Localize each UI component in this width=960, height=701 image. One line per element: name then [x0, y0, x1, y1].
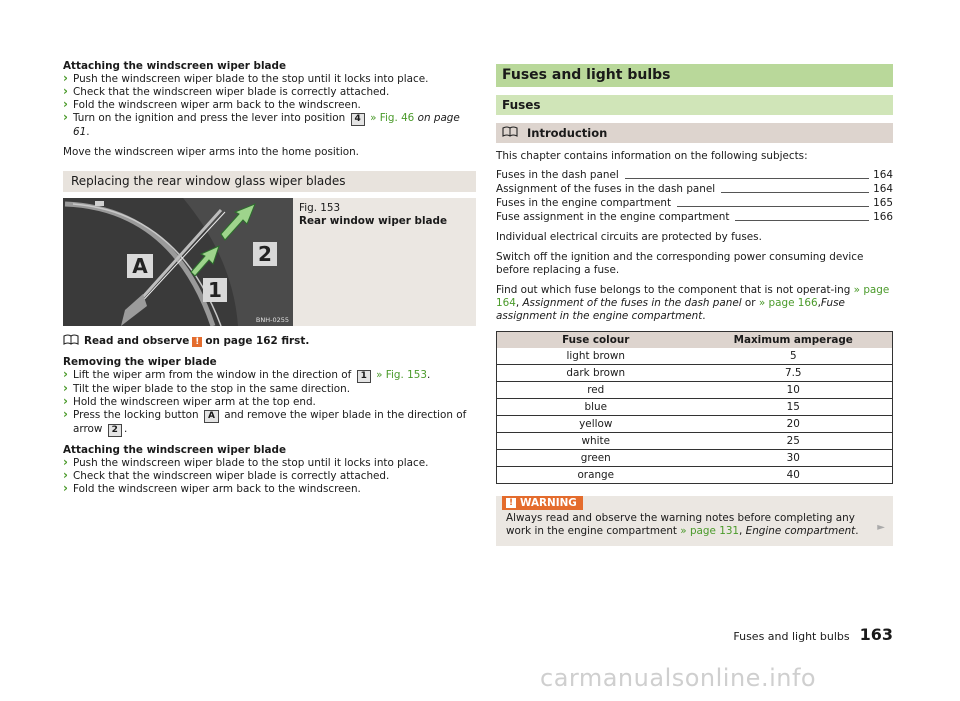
step: › Fold the windscreen wiper arm back to the windscreen.	[63, 99, 476, 112]
wiper-figure	[63, 198, 293, 326]
figure-number: Fig. 153	[299, 202, 341, 214]
book-icon	[63, 334, 79, 349]
page-link[interactable]: » page 164	[496, 284, 890, 309]
paragraph: Individual electrical circuits are protected by fuses.	[496, 231, 762, 243]
section-heading: Replacing the rear window glass wiper blades	[63, 171, 476, 192]
figure-caption	[293, 198, 476, 326]
warning-label: ! WARNING	[502, 496, 583, 510]
step: › Push the windscreen wiper blade to the stop until it locks into place.	[63, 73, 476, 86]
warning-box	[496, 496, 893, 546]
page-number: 163	[859, 625, 893, 644]
page-footer	[733, 625, 893, 644]
step: › Hold the windscreen wiper arm at the top end.	[63, 396, 476, 409]
warning-icon: !	[192, 337, 202, 347]
table-row: green 30	[497, 450, 893, 467]
figure-label-2: 2	[258, 242, 272, 266]
paragraph-find-fuse: Find out which fuse belongs to the component that is not operat-ing » page 164, Assignment of the fuses in the dash panel or » page 166,Fuse assignment in the engine compartment.	[496, 284, 890, 322]
right-column	[496, 60, 893, 546]
fig-link[interactable]: » Fig. 153	[372, 369, 427, 381]
intro-heading: Introduction	[496, 123, 893, 143]
direction-key-1: 1	[357, 370, 371, 383]
table-row: red 10	[497, 382, 893, 399]
table-row: dark brown 7.5	[497, 365, 893, 382]
page-link[interactable]: » page 166	[758, 297, 818, 309]
column-header: Maximum amperage	[695, 332, 893, 349]
warning-icon: !	[506, 498, 516, 508]
left-column	[63, 60, 476, 496]
step: › Tilt the wiper blade to the stop in the same direction.	[63, 383, 476, 396]
footer-title: Fuses and light bulbs	[733, 630, 850, 643]
watermark: carmanualsonline.info	[540, 664, 817, 692]
figure-title: Rear window wiper blade	[299, 215, 448, 227]
attaching-heading: Attaching the windscreen wiper blade	[63, 444, 287, 456]
step-lift-arm: › Lift the wiper arm from the window in the direction of 1 » Fig. 153.	[63, 369, 476, 383]
figure-label-a: A	[132, 254, 148, 278]
section-heading-fuses: Fuses	[496, 95, 893, 115]
table-row: light brown 5	[497, 348, 893, 365]
toc-row[interactable]: Fuse assignment in the engine compartment 166	[496, 211, 893, 223]
table-row: yellow 20	[497, 416, 893, 433]
warning-header	[496, 496, 893, 510]
step: › Check that the windscreen wiper blade is correctly attached.	[63, 470, 476, 483]
intro-text: This chapter contains information on the following subjects:	[496, 150, 808, 162]
step: › Fold the windscreen wiper arm back to the windscreen.	[63, 483, 476, 496]
fuse-table	[496, 331, 893, 484]
chapter-heading: Fuses and light bulbs	[496, 64, 893, 87]
toc-row[interactable]: Fuses in the dash panel 164	[496, 169, 893, 181]
arrow-key-2: 2	[108, 424, 122, 437]
attaching-heading-top: Attaching the windscreen wiper blade	[63, 60, 287, 72]
home-position-note: Move the windscreen wiper arms into the home position.	[63, 146, 359, 158]
wiper-illustration	[63, 198, 293, 326]
table-row: blue 15	[497, 399, 893, 416]
toc-row[interactable]: Assignment of the fuses in the dash panel 164	[496, 183, 893, 195]
read-observe-note: Read and observe ! on page 162 first.	[63, 334, 476, 349]
locking-button-key: A	[204, 410, 219, 423]
book-icon	[502, 126, 518, 140]
removing-heading: Removing the wiper blade	[63, 356, 217, 368]
figure-label-1: 1	[208, 278, 222, 302]
step: › Push the windscreen wiper blade to the stop until it locks into place.	[63, 457, 476, 470]
figure-code: BNH-0255	[255, 316, 289, 324]
fig-link[interactable]: » Fig. 46	[366, 112, 415, 124]
continue-arrow-icon: ►	[877, 522, 885, 533]
table-row: orange 40	[497, 467, 893, 484]
warning-text: Always read and observe the warning notes before completing any work in the engine compartment » page 131, Engine compartment.	[506, 512, 859, 537]
step-turn-ignition: › Turn on the ignition and press the lever into position 4 » Fig. 46 on page 61.	[63, 112, 476, 139]
step: › Check that the windscreen wiper blade is correctly attached.	[63, 86, 476, 99]
position-key: 4	[351, 113, 365, 126]
toc	[496, 168, 893, 224]
table-header-row	[497, 332, 893, 349]
column-header: Fuse colour	[497, 332, 695, 349]
table-row: white 25	[497, 433, 893, 450]
toc-row[interactable]: Fuses in the engine compartment 165	[496, 197, 893, 209]
figure-row	[63, 198, 476, 326]
paragraph: Switch off the ignition and the corresponding power consuming device before replacing a fuse.	[496, 251, 864, 276]
page-link[interactable]: » page 131	[680, 525, 740, 537]
step-press-locking: › Press the locking button A and remove the wiper blade in the direction of arrow 2 .	[63, 409, 476, 437]
